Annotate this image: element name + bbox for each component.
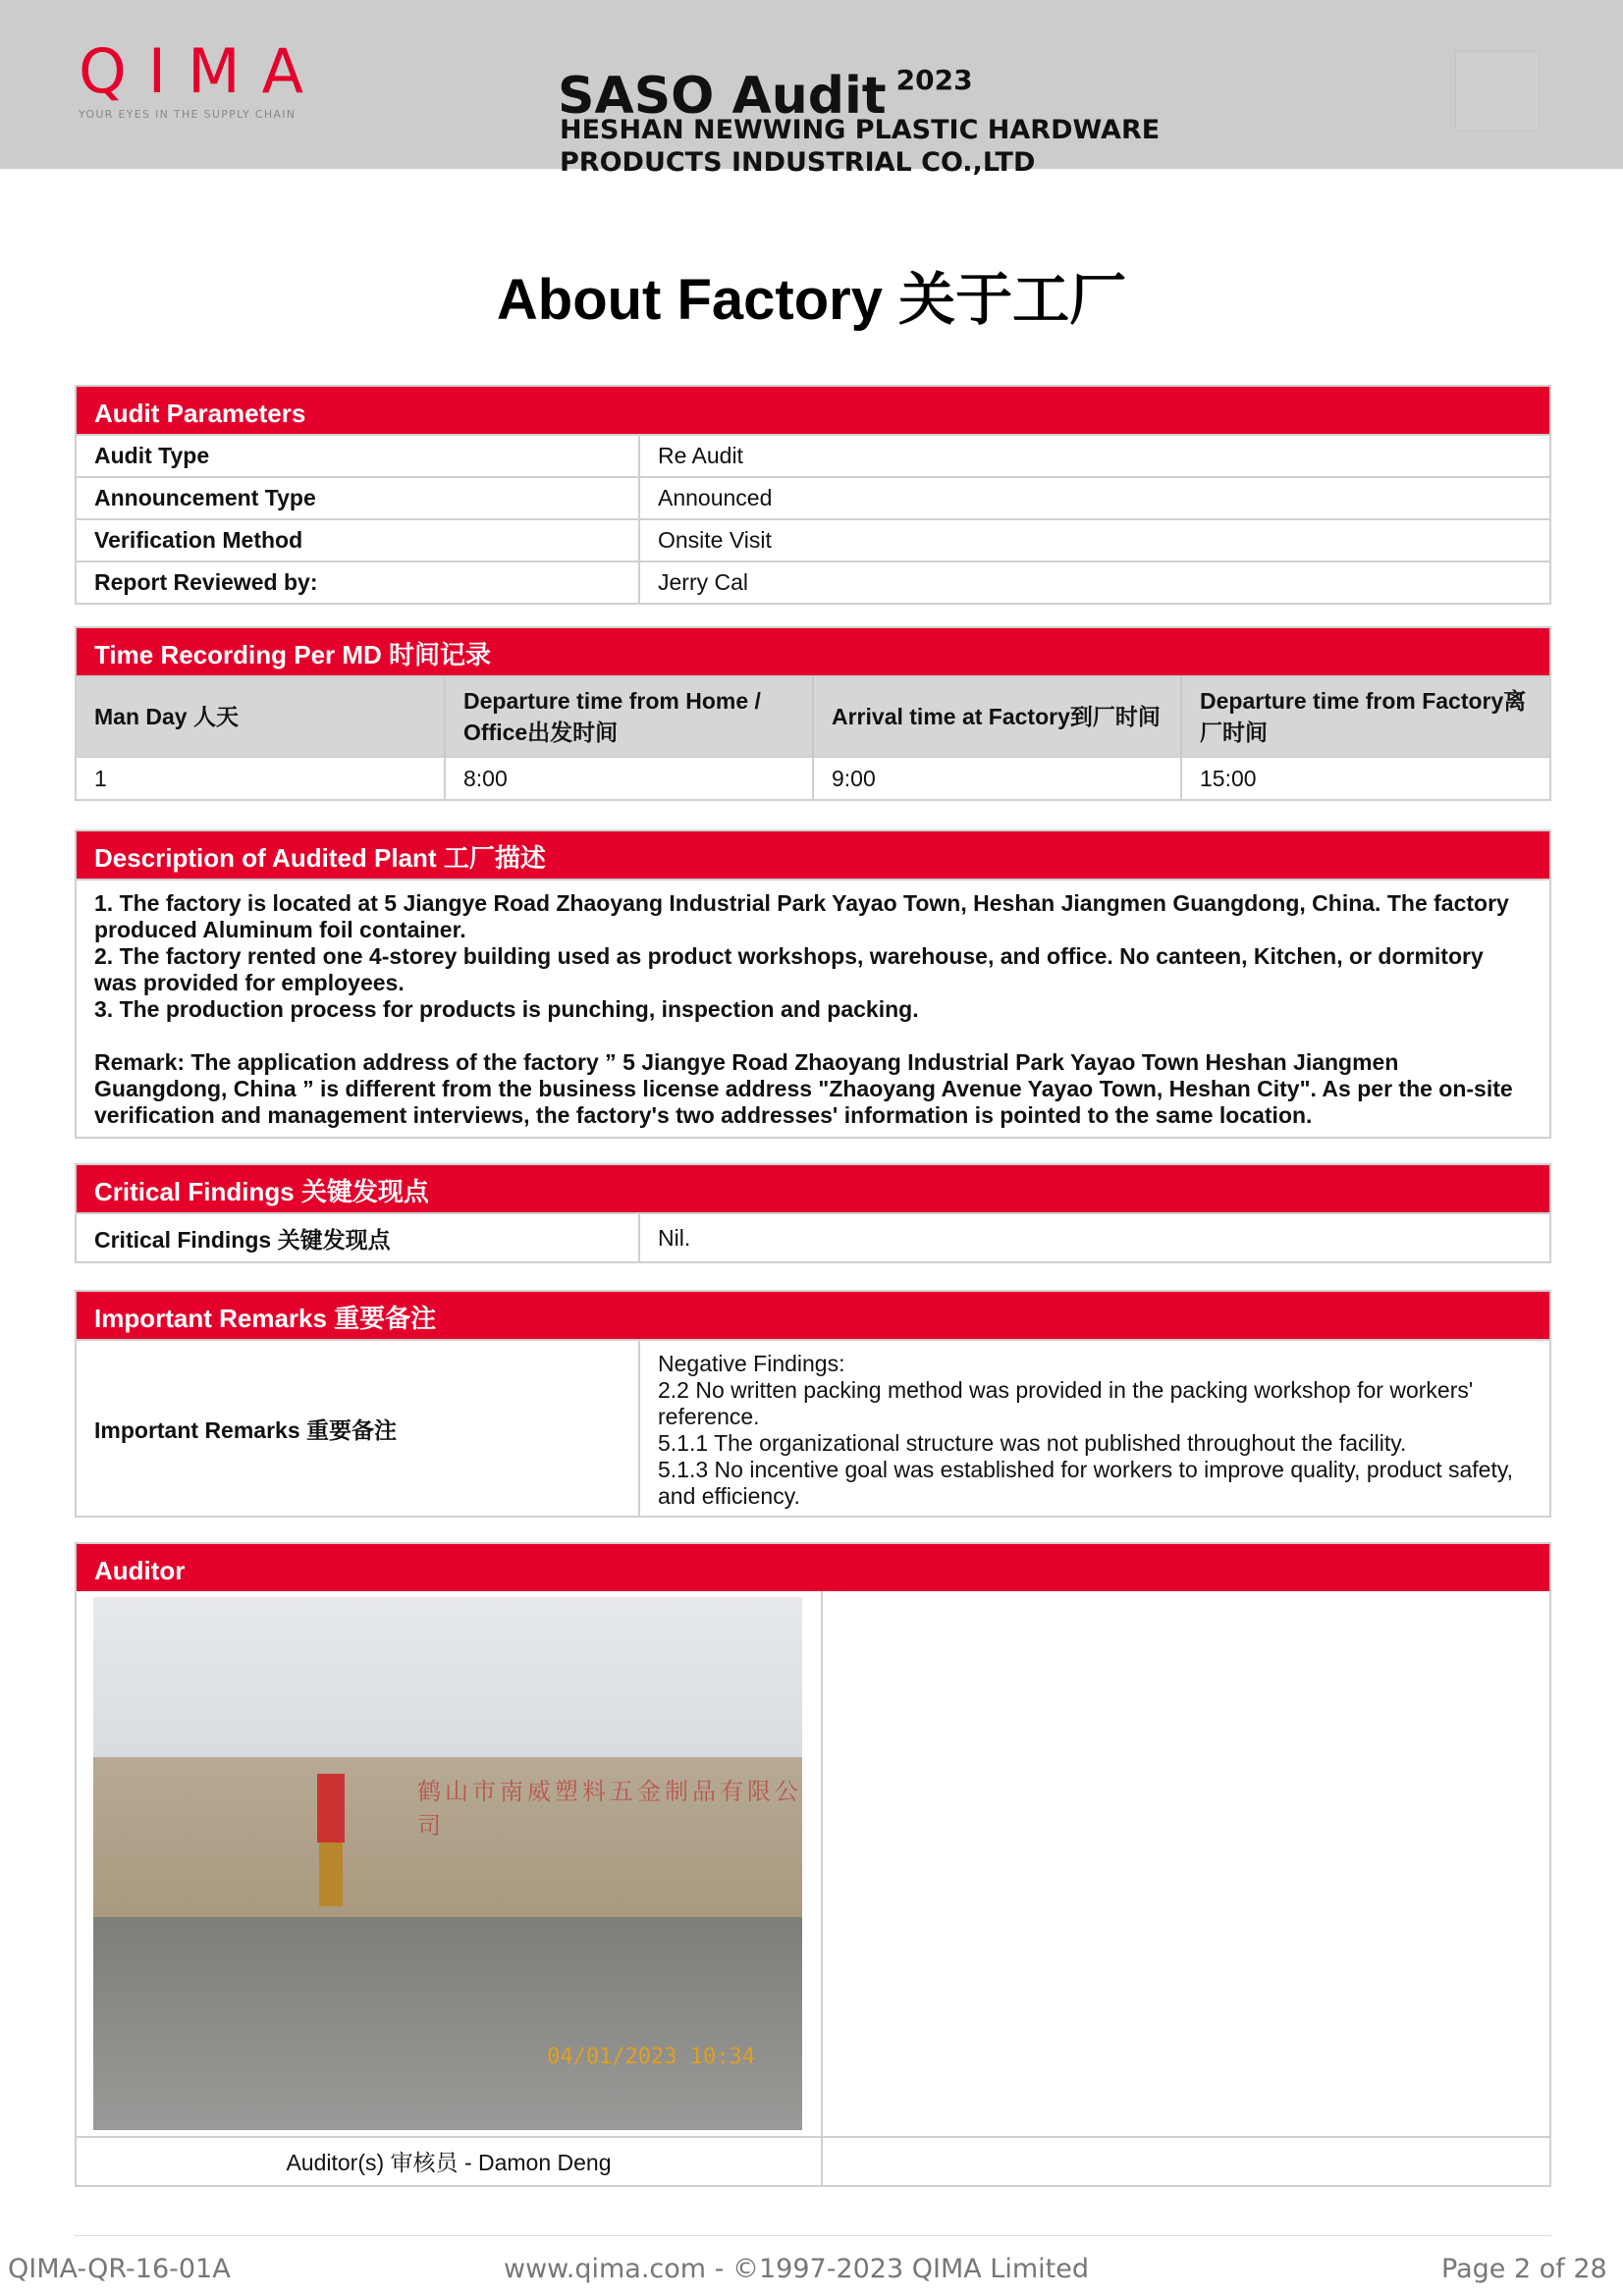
row-value: Nil. bbox=[639, 1213, 1549, 1261]
critical-findings-section bbox=[75, 1163, 1551, 1263]
time-recording-section bbox=[75, 626, 1551, 801]
time-recording-table bbox=[77, 675, 1549, 799]
table-row bbox=[77, 757, 1549, 799]
column-header: Man Day 人天 bbox=[77, 676, 445, 757]
table-cell: 8:00 bbox=[445, 757, 813, 799]
row-label: Important Remarks 重要备注 bbox=[77, 1340, 639, 1516]
row-value bbox=[639, 1340, 1549, 1516]
table-row bbox=[77, 435, 1549, 477]
important-remarks-section bbox=[75, 1290, 1551, 1518]
remark-line: Negative Findings: bbox=[658, 1351, 845, 1376]
row-label: Audit Type bbox=[77, 435, 639, 477]
table-row bbox=[77, 1213, 1549, 1261]
remark-line: 5.1.3 No incentive goal was established for workers to improve quality, product safety, and efficiency. bbox=[658, 1457, 1514, 1509]
report-year: 2023 bbox=[895, 64, 973, 96]
description-body bbox=[77, 879, 1549, 1137]
auditor-caption: Auditor(s) 审核员 - Damon Deng bbox=[286, 2150, 612, 2175]
column-header: Departure time from Factory离厂时间 bbox=[1181, 676, 1549, 757]
important-remarks-heading: Important Remarks 重要备注 bbox=[77, 1292, 1549, 1339]
qima-logo bbox=[79, 37, 324, 121]
factory-sign: 鹤山市南威塑料五金制品有限公司 bbox=[417, 1778, 802, 1840]
logo-tagline: YOUR EYES IN THE SUPPLY CHAIN bbox=[79, 108, 297, 121]
audit-parameters-section bbox=[75, 385, 1551, 605]
time-recording-heading: Time Recording Per MD 时间记录 bbox=[77, 628, 1549, 675]
row-label: Report Reviewed by: bbox=[77, 561, 639, 603]
description-heading: Description of Audited Plant 工厂描述 bbox=[77, 831, 1549, 879]
table-row bbox=[77, 561, 1549, 603]
table-cell: 9:00 bbox=[813, 757, 1181, 799]
footer-form-code: QIMA-QR-16-01A bbox=[8, 2254, 231, 2284]
auditor-heading: Auditor bbox=[77, 1544, 1549, 1591]
row-value: Jerry Cal bbox=[639, 561, 1549, 603]
row-value: Announced bbox=[639, 477, 1549, 519]
company-name-line-1: HESHAN NEWWING PLASTIC HARDWARE bbox=[560, 115, 1161, 145]
remark-line: 5.1.1 The organizational structure was not published throughout the facility. bbox=[658, 1430, 1407, 1456]
table-header-row bbox=[77, 676, 1549, 757]
critical-findings-heading: Critical Findings 关键发现点 bbox=[77, 1165, 1549, 1212]
auditor-photo bbox=[93, 1597, 802, 2130]
page-header bbox=[0, 0, 1623, 178]
report-title-text: SASO Audit bbox=[558, 67, 887, 126]
table-row bbox=[77, 1340, 1549, 1516]
row-label: Critical Findings 关键发现点 bbox=[77, 1213, 639, 1261]
audit-parameters-table bbox=[77, 434, 1549, 603]
remark-line: 2.2 No written packing method was provided in the packing workshop for workers' reference. bbox=[658, 1377, 1474, 1429]
footer-website: www.qima.com - ©1997-2023 QIMA Limited bbox=[504, 2254, 1089, 2284]
description-remark: Remark: The application address of the factory ” 5 Jiangye Road Zhaoyang Industrial Park Yayao Town Heshan Jiangmen Guangdong, China ” is different from the business license address "Zhaoyang Avenue Yayao Town, Heshan City". As per the on-site verification and management interviews, the factory's two addresses' information is pointed to the same location. bbox=[94, 1049, 1513, 1128]
description-paragraph: 2. The factory rented one 4-storey building used as product workshops, warehouse, and office. No canteen, Kitchen, or dormitory was provided for employees. bbox=[94, 943, 1484, 995]
important-remarks-table bbox=[77, 1339, 1549, 1516]
row-value: Re Audit bbox=[639, 435, 1549, 477]
description-paragraph: 1. The factory is located at 5 Jiangye Road Zhaoyang Industrial Park Yayao Town, Heshan Jiangmen Guangdong, China. The factory produced Aluminum foil container. bbox=[94, 890, 1509, 942]
table-cell: 15:00 bbox=[1181, 757, 1549, 799]
row-label: Announcement Type bbox=[77, 477, 639, 519]
company-name-line-2: PRODUCTS INDUSTRIAL CO.,LTD bbox=[560, 147, 1036, 178]
description-section bbox=[75, 829, 1551, 1139]
description-paragraph: 3. The production process for products is punching, inspection and packing. bbox=[94, 996, 919, 1022]
footer-page-number: Page 2 of 28 bbox=[1441, 2254, 1607, 2284]
logo-wordmark: QIMA bbox=[79, 35, 325, 107]
table-row bbox=[77, 477, 1549, 519]
row-label: Verification Method bbox=[77, 519, 639, 561]
column-header: Departure time from Home / Office出发时间 bbox=[445, 676, 813, 757]
table-row bbox=[77, 519, 1549, 561]
company-name bbox=[560, 114, 1160, 179]
critical-findings-table bbox=[77, 1212, 1549, 1261]
audit-parameters-heading: Audit Parameters bbox=[77, 387, 1549, 434]
row-value: Onsite Visit bbox=[639, 519, 1549, 561]
header-box bbox=[1455, 51, 1540, 132]
photo-timestamp: 04/01/2023 10:34 bbox=[547, 2045, 755, 2069]
page-title: About Factory 关于工厂 bbox=[496, 268, 1127, 332]
column-header: Arrival time at Factory到厂时间 bbox=[813, 676, 1181, 757]
table-cell: 1 bbox=[77, 757, 445, 799]
